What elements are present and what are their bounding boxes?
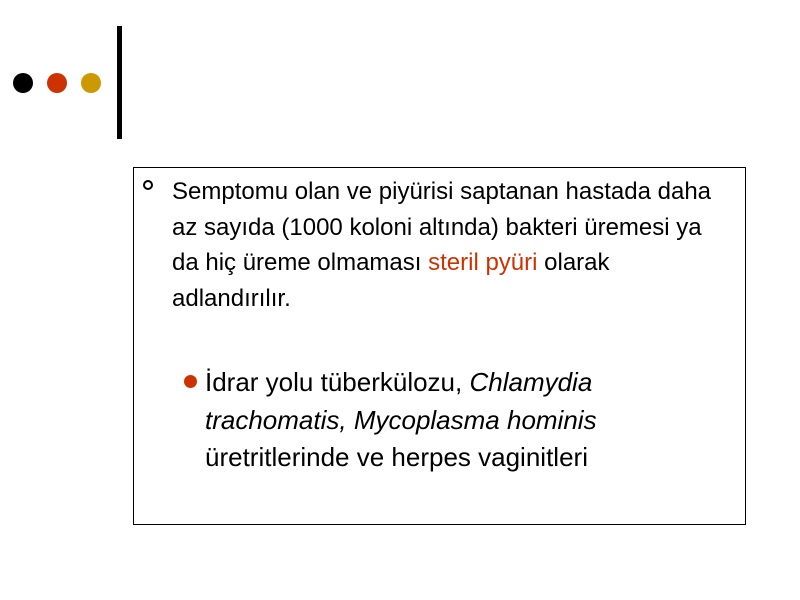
decor-dot-gold: [81, 73, 101, 93]
bullet-dot-icon: [184, 375, 197, 388]
main-paragraph: [172, 174, 732, 316]
decor-dot-red: [47, 73, 67, 93]
para1-text-after: olarak adlandırılır.: [172, 249, 610, 312]
para1-text-before: Semptomu olan ve piyürisi saptanan hastada daha az sayıda (1000 koloni altında) bakteri üremesi ya da hiç üreme olmaması: [172, 178, 712, 276]
bullet-ring-icon: [143, 180, 153, 190]
sub-bullet-italic: Chlamydia trachomatis, Mycoplasma hominis: [205, 367, 597, 435]
para1-highlight: steril pyüri: [428, 249, 538, 276]
sub-bullet-text-end: üretritlerinde ve herpes vaginitleri: [205, 442, 588, 472]
sub-bullet-text-start: İdrar yolu tüberkülozu,: [205, 367, 470, 397]
decor-dot-black: [13, 73, 33, 93]
decor-vertical-rule: [117, 26, 122, 139]
sub-bullet-text: [205, 364, 725, 477]
